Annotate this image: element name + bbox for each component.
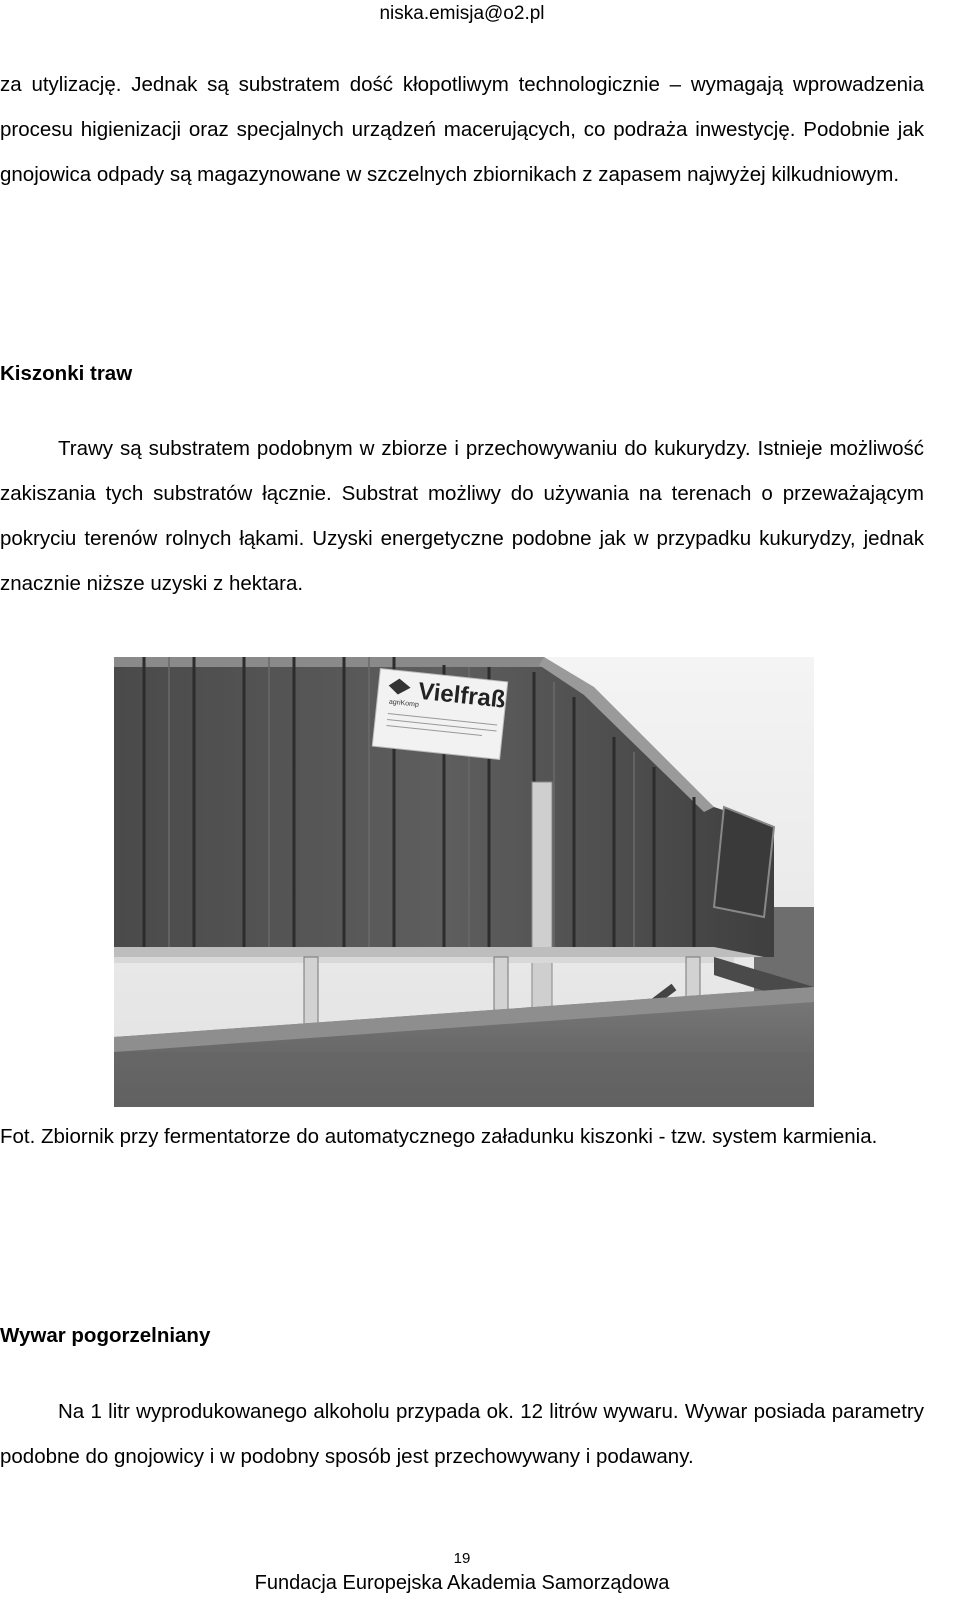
intro-paragraph: za utylizację. Jednak są substratem dość kłopotliwym technologicznie – wymagają wprowadzenia procesu higienizacji oraz specjalnych urządzeń macerujących, co podraża inwestycję. Podobnie jak gnojowica odpady są magazynowane w szczelnych zbiornikach z zapasem najwyżej kilkudniowym. (0, 73, 924, 186)
kiszonki-paragraph: Trawy są substratem podobnym w zbiorze i przechowywaniu do kukurydzy. Istnieje możliwość zakiszania tych substratów łącznie. Substrat możliwy do używania na terenach o przeważającym pokryciu terenów rolnych łąkami. Uzyski energetyczne podobne jak w przypadku kukurydzy, jednak znacznie niższe uzyski z hektara. (0, 437, 924, 595)
footer-organization: Fundacja Europejska Akademia Samorządowa (254, 1572, 670, 1594)
photo-feeding-container (114, 657, 814, 1107)
sign-small-text: agriKomp (388, 698, 420, 709)
sign-brand-text: Vielfraß (416, 677, 507, 714)
wywar-paragraph: Na 1 litr wyprodukowanego alkoholu przypada ok. 12 litrów wywaru. Wywar posiada parametry podobne do gnojowicy i w podobny sposób jest przechowywany i podawany. (0, 1400, 924, 1468)
page-number: 19 (453, 1550, 471, 1567)
photo-caption: Fot. Zbiornik przy fermentatorze do automatycznego załadunku kiszonki - tzw. system karmienia. (0, 1125, 878, 1148)
page-header-email: niska.emisja@o2.pl (379, 3, 545, 24)
heading-kiszonki-traw: Kiszonki traw (0, 362, 133, 385)
heading-wywar-pogorzelniany: Wywar pogorzelniany (0, 1324, 211, 1347)
